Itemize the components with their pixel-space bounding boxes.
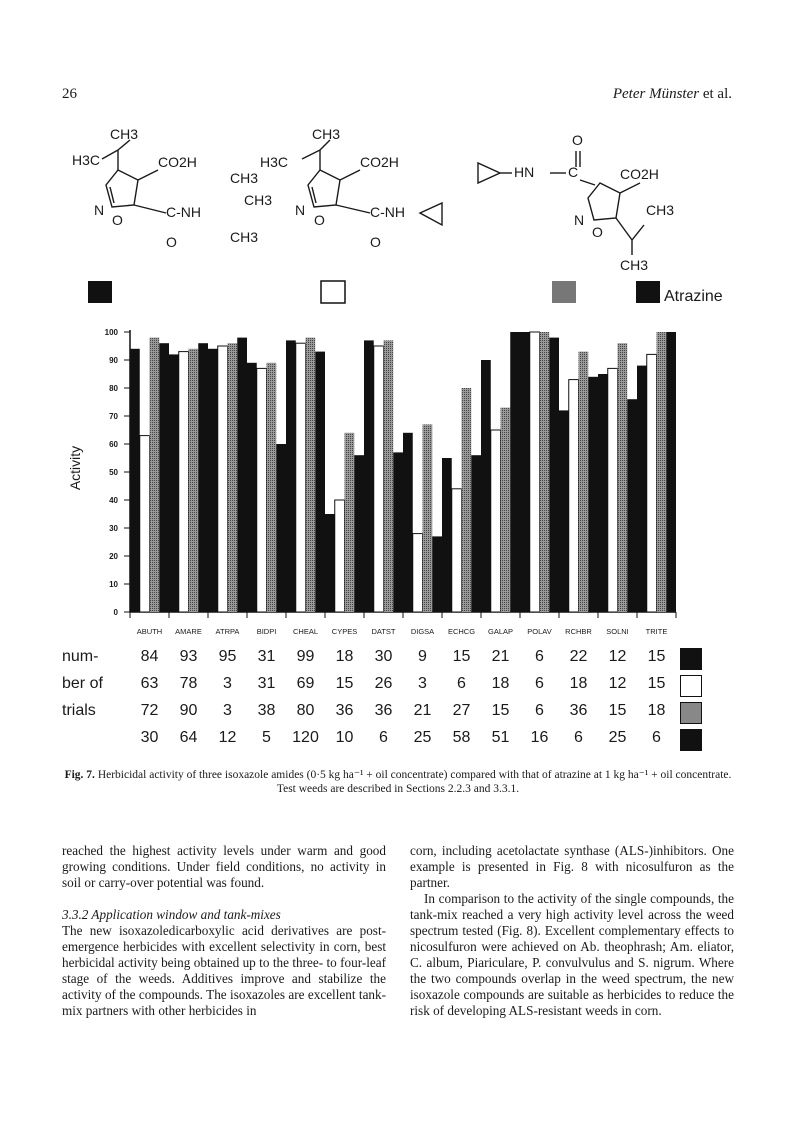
trials-cell: 78 <box>179 675 198 692</box>
x-tick-label: ATRPA <box>215 627 240 636</box>
x-tick-label: GALAP <box>487 627 514 636</box>
bar <box>452 489 462 612</box>
x-tick-label: TRITE <box>645 627 668 636</box>
mol1-co2h: CO2H <box>158 154 197 170</box>
trials-cell: 90 <box>179 702 198 719</box>
trials-row-label: num- <box>62 648 99 665</box>
trials-cell: 15 <box>647 648 666 665</box>
trials-cell: 6 <box>535 675 544 692</box>
mol2-amide: C-NH <box>370 204 405 220</box>
bar <box>189 349 199 612</box>
trials-cell: 80 <box>296 702 315 719</box>
bar <box>315 352 325 612</box>
body-column-left <box>62 843 386 1019</box>
bar <box>228 343 238 612</box>
bar <box>569 380 579 612</box>
mol2-co2h: CO2H <box>360 154 399 170</box>
running-head-author: Peter Münster <box>612 86 700 102</box>
trials-cell: 18 <box>491 675 510 692</box>
mol2-o-ring: O <box>314 212 325 228</box>
body-column-right <box>410 843 734 1019</box>
paragraph: In comparison to the activity of the single compounds, the tank-mix reached a very high activity level across the weed spectrum tested (Fig. 8). Excellent complementary effects to nicosulfuron were achieved on Ab. theophrash; Am. eliator, C. album, Piariculare, P. convulvulus and S. nigrum. Where the two compounds overlap in the weed spectrum, the new isoxazole compounds are suitable as herbicides to reduce the risk of developing ALS-resistant weeds in corn. <box>410 891 734 1018</box>
trials-cell: 36 <box>335 702 354 719</box>
trials-cell: 30 <box>140 729 159 746</box>
bar <box>413 534 423 612</box>
trials-cell: 12 <box>608 675 627 692</box>
trials-cell: 12 <box>218 729 237 746</box>
y-tick-label: 0 <box>113 608 118 617</box>
bar <box>179 352 189 612</box>
bar <box>510 332 520 612</box>
bar <box>140 436 150 612</box>
bar <box>257 368 267 612</box>
bar <box>208 349 218 612</box>
trials-cell: 6 <box>652 729 661 746</box>
trials-cell: 10 <box>335 729 354 746</box>
bar <box>393 452 403 612</box>
trials-cell: 15 <box>608 702 627 719</box>
trials-cell: 51 <box>491 729 510 746</box>
trials-row-swatch <box>680 702 702 724</box>
mol2-h3c: H3C <box>260 154 289 170</box>
y-tick-label: 60 <box>109 440 118 449</box>
bar <box>501 408 511 612</box>
trials-cell: 15 <box>647 675 666 692</box>
mol1-ch3-c: CH3 <box>230 229 259 245</box>
mol3-ch3-a: CH3 <box>646 202 675 218</box>
trials-cell: 31 <box>257 675 276 692</box>
legend-swatch-atrazine <box>636 281 660 303</box>
y-tick-label: 30 <box>109 524 118 533</box>
bar <box>579 352 589 612</box>
trials-table <box>60 648 760 758</box>
bar <box>286 340 296 612</box>
bar <box>432 536 442 612</box>
y-tick-label: 40 <box>109 496 118 505</box>
bar <box>374 346 384 612</box>
x-tick-label: AMARE <box>175 627 202 636</box>
trials-cell: 18 <box>335 648 354 665</box>
trials-cell: 15 <box>491 702 510 719</box>
x-tick-label: CYPES <box>331 627 358 636</box>
bar <box>657 332 667 612</box>
bar <box>666 332 676 612</box>
bar <box>364 340 374 612</box>
trials-cell: 3 <box>418 675 427 692</box>
bar <box>618 343 628 612</box>
trials-cell: 38 <box>257 702 276 719</box>
trials-row-label: trials <box>62 702 96 719</box>
bar <box>403 433 413 612</box>
trials-cell: 26 <box>374 675 393 692</box>
bar <box>540 332 550 612</box>
bar <box>354 455 364 612</box>
trials-cell: 6 <box>457 675 466 692</box>
bar <box>237 338 247 612</box>
mol3-o-top: O <box>572 132 583 148</box>
paragraph: corn, including acetolactate synthase (ALS-)inhibitors. One example is presented in Fig. 8 with nicosulfuron as the partner. <box>410 843 734 890</box>
x-tick-label: ECHCG <box>447 627 476 636</box>
mol2-o-carbonyl: O <box>370 234 381 250</box>
bar <box>549 338 559 612</box>
mol1-ch3-top: CH3 <box>110 126 139 142</box>
bar <box>306 338 316 612</box>
mol1-o-ring: O <box>112 212 123 228</box>
bar <box>276 444 286 612</box>
trials-cell: 93 <box>179 648 198 665</box>
mol2-ch3-top: CH3 <box>312 126 341 142</box>
page-number: 26 <box>62 86 77 102</box>
figure-caption-text: Herbicidal activity of three isoxazole amides (0·5 kg ha⁻¹ + oil concentrate) compared with that of atrazine at 1 kg ha⁻¹ + oil concentrate. Test weeds are described in Sections 2.2.3 and 3.3.1. <box>94 769 732 795</box>
trials-cell: 36 <box>374 702 393 719</box>
bar <box>481 360 491 612</box>
mol2-n: N <box>295 202 306 218</box>
bar <box>325 514 335 612</box>
trials-cell: 21 <box>491 648 510 665</box>
mol1-amide: C-NH <box>166 204 201 220</box>
trials-cell: 72 <box>140 702 159 719</box>
y-tick-label: 10 <box>109 580 118 589</box>
trials-cell: 3 <box>223 675 232 692</box>
mol1-n: N <box>94 202 105 218</box>
trials-cell: 6 <box>379 729 388 746</box>
bar <box>130 349 140 612</box>
trials-cell: 27 <box>452 702 471 719</box>
mol1-ch3-b: CH3 <box>244 192 273 208</box>
trials-cell: 12 <box>608 648 627 665</box>
y-tick-label: 50 <box>109 468 118 477</box>
trials-row-label: ber of <box>62 675 103 692</box>
x-tick-label: ABUTH <box>136 627 163 636</box>
bar <box>530 332 540 612</box>
legend-swatch-1 <box>88 281 112 303</box>
y-axis-title: Activity <box>67 445 83 491</box>
trials-cell: 36 <box>569 702 588 719</box>
mol3-o-ring: O <box>592 224 603 240</box>
bar-chart <box>60 318 760 643</box>
bar <box>637 366 647 612</box>
bar <box>520 332 530 612</box>
bar <box>588 377 598 612</box>
bar <box>198 343 208 612</box>
bar <box>491 430 501 612</box>
trials-cell: 95 <box>218 648 237 665</box>
trials-cell: 99 <box>296 648 315 665</box>
section-heading: 3.3.2 Application window and tank-mixes <box>62 907 281 922</box>
trials-cell: 120 <box>292 729 319 746</box>
trials-cell: 3 <box>223 702 232 719</box>
bar <box>559 410 569 612</box>
figure-label: Fig. 7. <box>64 769 95 781</box>
trials-cell: 21 <box>413 702 432 719</box>
trials-cell: 9 <box>418 648 427 665</box>
trials-cell: 63 <box>140 675 159 692</box>
bar <box>169 354 179 612</box>
x-tick-label: CHEAL <box>292 627 319 636</box>
trials-cell: 69 <box>296 675 315 692</box>
bar <box>345 433 355 612</box>
bar <box>647 354 657 612</box>
legend-label-atrazine: Atrazine <box>664 288 723 305</box>
trials-cell: 64 <box>179 729 198 746</box>
bar <box>462 388 472 612</box>
trials-cell: 84 <box>140 648 159 665</box>
legend-swatch-3 <box>552 281 576 303</box>
trials-cell: 18 <box>647 702 666 719</box>
mol3-hn: HN <box>514 164 535 180</box>
trials-cell: 31 <box>257 648 276 665</box>
trials-cell: 5 <box>262 729 271 746</box>
bar <box>598 374 608 612</box>
bar <box>296 343 306 612</box>
bar <box>608 368 618 612</box>
trials-cell: 25 <box>608 729 627 746</box>
trials-row-swatch <box>680 648 702 670</box>
bar <box>159 343 169 612</box>
x-tick-label: DIGSA <box>410 627 435 636</box>
bar <box>247 363 257 612</box>
mol3-co2h: CO2H <box>620 166 659 182</box>
paragraph: The new isoxazoledicarboxylic acid derivatives are post-emergence herbicides with excellent selectivity in corn, best herbicidal activity being obtained up to the three- to four-leaf stage of the weeds. Additives improve and stabilize the activity of the compounds. The isoxazoles are excellent tank-mix partners with other herbicides in <box>62 923 386 1018</box>
mol1-h3c: H3C <box>72 152 101 168</box>
trials-cell: 15 <box>335 675 354 692</box>
bar <box>218 346 228 612</box>
running-head <box>613 86 732 103</box>
y-tick-label: 20 <box>109 552 118 561</box>
running-head-suffix: et al. <box>699 86 732 102</box>
mol3-c: C <box>568 164 579 180</box>
trials-cell: 58 <box>452 729 471 746</box>
mol1-ch3-a: CH3 <box>230 170 259 186</box>
bar <box>150 338 160 612</box>
x-tick-label: POLAV <box>527 627 552 636</box>
bar <box>423 424 433 612</box>
trials-cell: 22 <box>569 648 588 665</box>
trials-cell: 6 <box>535 702 544 719</box>
legend-swatch-2 <box>321 281 345 303</box>
y-tick-label: 100 <box>104 328 118 337</box>
x-tick-label: BIDPI <box>256 627 277 636</box>
y-tick-label: 70 <box>109 412 118 421</box>
chemical-structures <box>72 125 740 310</box>
y-tick-label: 90 <box>109 356 118 365</box>
bar <box>471 455 481 612</box>
trials-cell: 25 <box>413 729 432 746</box>
y-tick-label: 80 <box>109 384 118 393</box>
trials-cell: 30 <box>374 648 393 665</box>
mol1-o-carbonyl: O <box>166 234 177 250</box>
x-tick-label: RCHBR <box>565 627 592 636</box>
trials-cell: 15 <box>452 648 471 665</box>
bar <box>442 458 452 612</box>
trials-row-swatch <box>680 675 702 697</box>
mol3-ch3-b: CH3 <box>620 257 649 273</box>
x-tick-label: DATST <box>371 627 396 636</box>
trials-cell: 6 <box>574 729 583 746</box>
bar <box>627 399 637 612</box>
trials-cell: 16 <box>530 729 549 746</box>
bar <box>267 363 277 612</box>
bar <box>335 500 345 612</box>
trials-cell: 6 <box>535 648 544 665</box>
figure-caption <box>62 768 734 796</box>
mol3-n: N <box>574 212 585 228</box>
paragraph: reached the highest activity levels under warm and good growing conditions. Under field conditions, no activity in soil or carry-over potential was found. <box>62 843 386 890</box>
trials-cell: 18 <box>569 675 588 692</box>
trials-row-swatch <box>680 729 702 751</box>
bar <box>384 340 394 612</box>
x-tick-label: SOLNI <box>606 627 629 636</box>
